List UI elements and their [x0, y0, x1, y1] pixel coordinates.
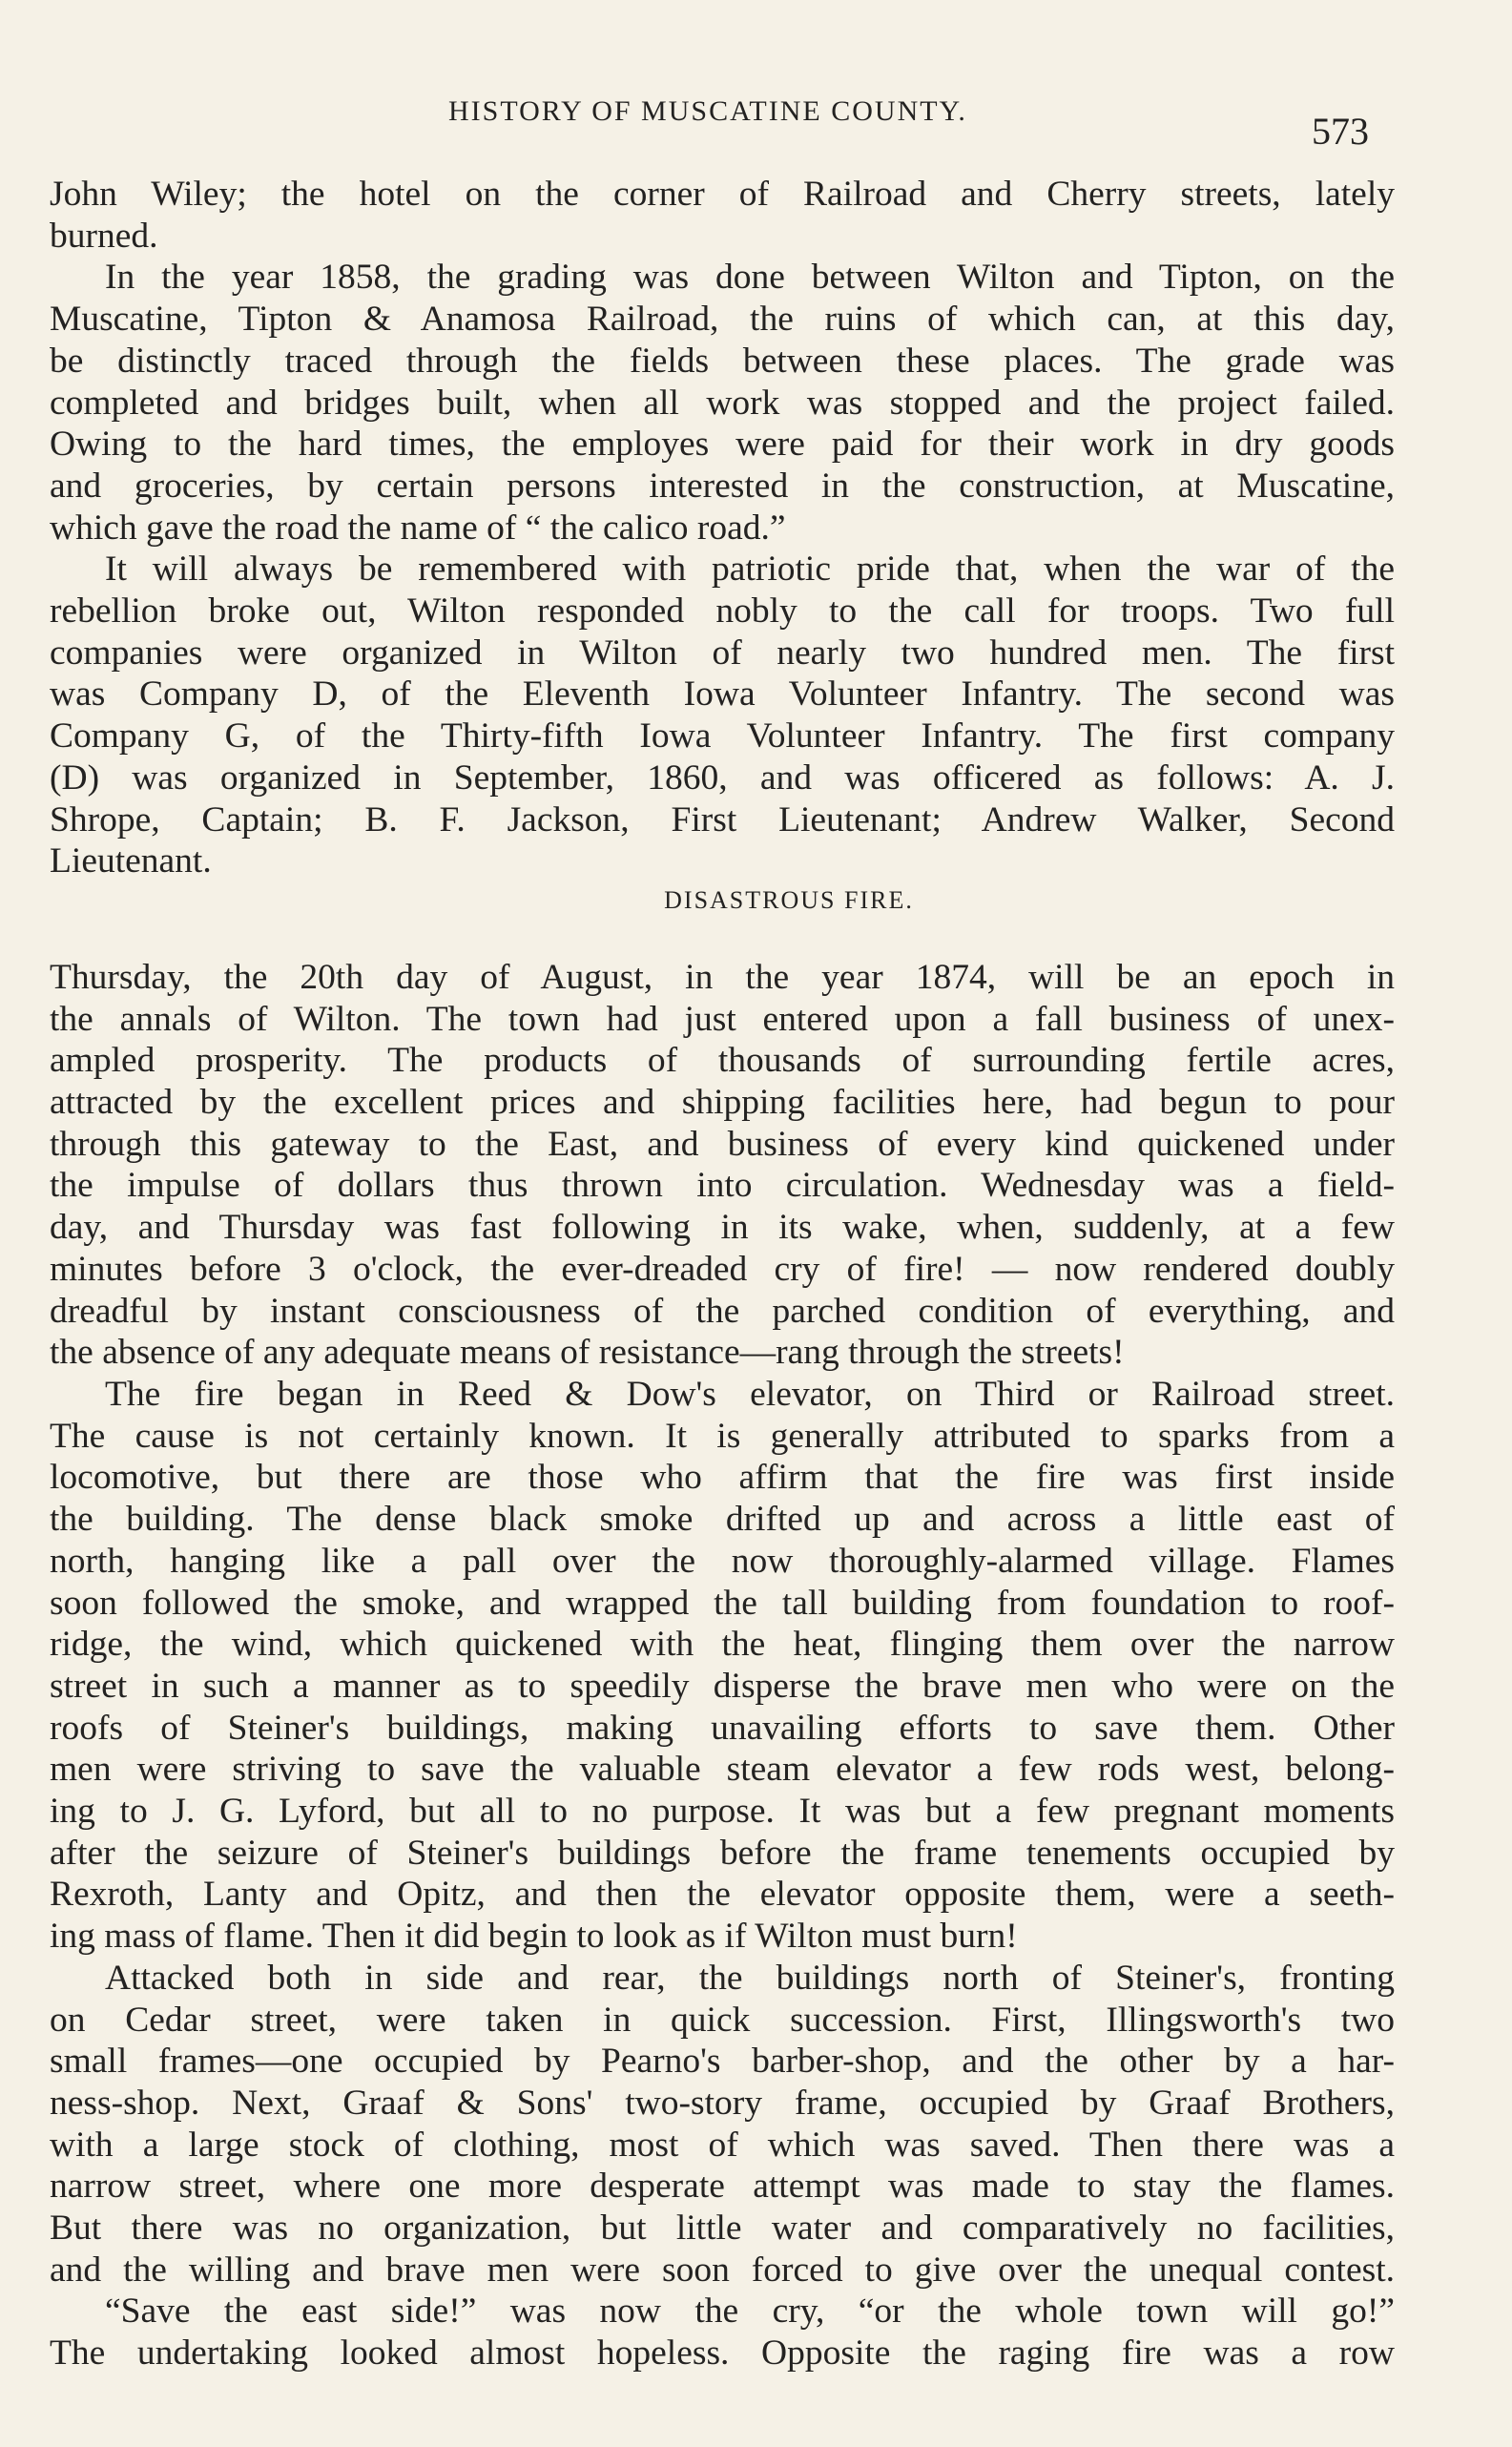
text-line: But there was no organization, but little water and comparatively no facilities,	[50, 2209, 1395, 2249]
text-line: dreadful by instant consciousness of the parched condition of everything, and	[50, 1291, 1395, 1331]
text-line: north, hanging like a pall over the now thoroughly-alarmed village. Flames	[50, 1541, 1395, 1581]
text-line: Thursday, the 20th day of August, in the year 1874, will be an epoch in	[50, 957, 1395, 997]
text-line: narrow street, where one more desperate attempt was made to stay the flames.	[50, 2167, 1395, 2207]
page-number: 573	[1312, 110, 1369, 153]
text-line: the annals of Wilton. The town had just entered upon a fall business of unex-	[50, 999, 1395, 1039]
text-line: was Company D, of the Eleventh Iowa Volunteer Infantry. The second was	[50, 674, 1395, 715]
text-line: be distinctly traced through the fields between these places. The grade was	[50, 341, 1395, 381]
text-line: roofs of Steiner's buildings, making unavailing efforts to save them. Other	[50, 1708, 1395, 1748]
text-line: attracted by the excellent prices and shipping facilities here, had begun to pour	[50, 1083, 1395, 1123]
text-line: day, and Thursday was fast following in its wake, when, suddenly, at a few	[50, 1208, 1395, 1248]
text-line: John Wiley; the hotel on the corner of Railroad and Cherry streets, lately	[50, 175, 1395, 214]
text-line: ampled prosperity. The products of thousands of surrounding fertile acres,	[50, 1041, 1395, 1081]
text-line: ing mass of flame. Then it did begin to look as if Wilton must burn!	[50, 1917, 1018, 1957]
text-line: small frames—one occupied by Pearno's barber-shop, and the other by a har-	[50, 2042, 1395, 2082]
text-line: Rexroth, Lanty and Opitz, and then the elevator opposite them, were a seeth-	[50, 1875, 1395, 1915]
text-line: companies were organized in Wilton of nearly two hundred men. The first	[50, 632, 1395, 673]
text-line: The undertaking looked almost hopeless. Opposite the raging fire was a row	[50, 2333, 1395, 2374]
text-line: It will always be remembered with patriotic pride that, when the war of the	[105, 550, 1395, 590]
text-line: The fire began in Reed & Dow's elevator, on Third or Railroad street.	[105, 1374, 1395, 1414]
text-line: men were striving to save the valuable steam elevator a few rods west, belong-	[50, 1750, 1395, 1790]
text-line: the building. The dense black smoke drifted up and across a little east of	[50, 1500, 1395, 1540]
text-line: and the willing and brave men were soon forced to give over the unequal contest.	[50, 2250, 1395, 2290]
text-line: soon followed the smoke, and wrapped the tall building from foundation to roof-	[50, 1583, 1395, 1623]
text-line: In the year 1858, the grading was done between Wilton and Tipton, on the	[105, 258, 1395, 298]
running-title: HISTORY OF MUSCATINE COUNTY.	[448, 95, 967, 127]
text-line: with a large stock of clothing, most of which was saved. Then there was a	[50, 2125, 1395, 2165]
text-line: Attacked both in side and rear, the buildings north of Steiner's, fronting	[105, 1958, 1395, 1998]
text-line: minutes before 3 o'clock, the ever-dreaded cry of fire! — now rendered doubly	[50, 1249, 1395, 1289]
text-line: locomotive, but there are those who affirm that the fire was first inside	[50, 1458, 1395, 1498]
text-line: Company G, of the Thirty-fifth Iowa Volunteer Infantry. The first company	[50, 716, 1395, 757]
text-line: ridge, the wind, which quickened with the heat, flinging them over the narrow	[50, 1625, 1395, 1665]
text-line: rebellion broke out, Wilton responded nobly to the call for troops. Two full	[50, 591, 1395, 632]
text-line: burned.	[50, 216, 158, 256]
section-heading: DISASTROUS FIRE.	[664, 885, 914, 914]
text-line: the impulse of dollars thus thrown into circulation. Wednesday was a field-	[50, 1166, 1395, 1206]
text-line: Shrope, Captain; B. F. Jackson, First Lieutenant; Andrew Walker, Second	[50, 799, 1395, 840]
body-text	[50, 174, 1395, 2374]
text-line: “Save the east side!” was now the cry, “or the whole town will go!”	[105, 2291, 1395, 2332]
text-line: Owing to the hard times, the employes were paid for their work in dry goods	[50, 425, 1395, 465]
text-line: the absence of any adequate means of resistance—rang through the streets!	[50, 1333, 1125, 1373]
text-line: and groceries, by certain persons interested in the construction, at Muscatine,	[50, 466, 1395, 506]
text-line: Lieutenant.	[50, 841, 212, 881]
text-line: The cause is not certainly known. It is generally attributed to sparks from a	[50, 1416, 1395, 1456]
text-line: ing to J. G. Lyford, but all to no purpose. It was but a few pregnant moments	[50, 1792, 1395, 1832]
text-line: Muscatine, Tipton & Anamosa Railroad, the ruins of which can, at this day,	[50, 300, 1395, 340]
text-line: on Cedar street, were taken in quick succession. First, Illingsworth's two	[50, 2000, 1395, 2040]
text-line: street in such a manner as to speedily disperse the brave men who were on the	[50, 1666, 1395, 1706]
text-line: (D) was organized in September, 1860, and was officered as follows: A. J.	[50, 757, 1395, 798]
text-line: ness-shop. Next, Graaf & Sons' two-story frame, occupied by Graaf Brothers,	[50, 2083, 1395, 2123]
text-line: which gave the road the name of “ the calico road.”	[50, 508, 786, 548]
text-line: through this gateway to the East, and business of every kind quickened under	[50, 1124, 1395, 1164]
text-line: completed and bridges built, when all work was stopped and the project failed.	[50, 383, 1395, 423]
text-line: after the seizure of Steiner's buildings before the frame tenements occupied by	[50, 1833, 1395, 1873]
